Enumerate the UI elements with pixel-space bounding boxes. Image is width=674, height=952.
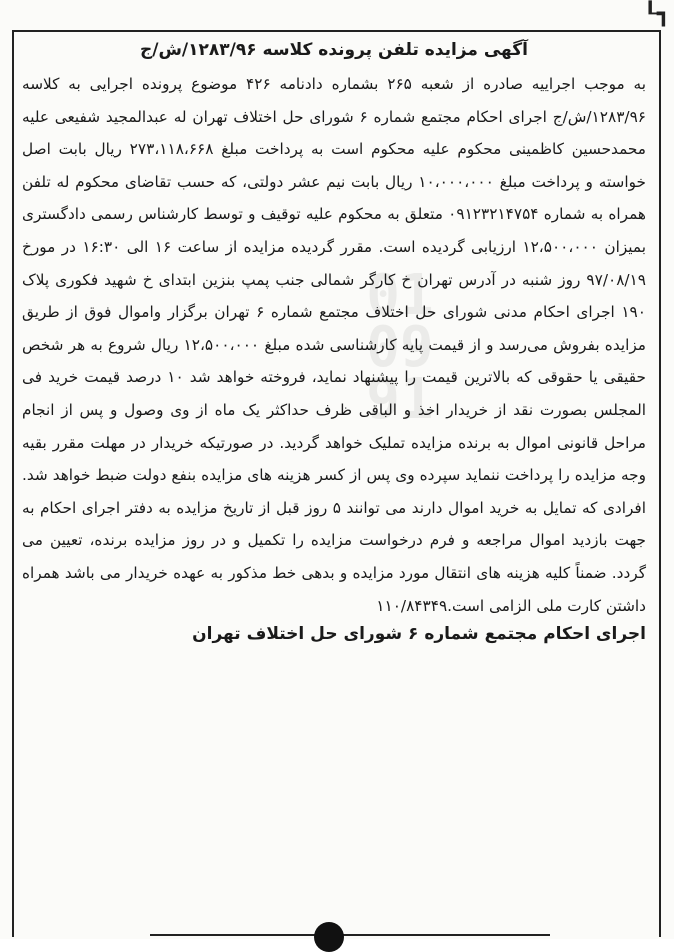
- bottom-rule: [150, 934, 550, 936]
- notice-body: به موجب اجراییه صادره از شعبه ۲۶۵ بشماره دادنامه ۴۲۶ موضوع پرونده اجرایی به کلاسه ۱۲۸۳/۹۶/ش/ج اجرای احکام مجتمع شماره ۶ شورای حل اختلاف تهران له عبدالمجید شفیعی علیه محمدحسین کاظمینی محکوم علیه محکوم است به پرداخت مبلغ ۲۷۳،۱۱۸،۶۶۸ ریال بابت اصل خواسته و پرداخت مبلغ ۱۰،۰۰۰،۰۰۰ ریال بابت نیم عشر دولتی، که حسب تقاضای محکوم له تلفن همراه به شماره ۰۹۱۲۳۲۱۴۷۵۴ متعلق به محکوم علیه توقیف و توسط کارشناس رسمی دادگستری بمیزان ۱۲،۵۰۰،۰۰۰ ارزیابی گردیده است. مقرر گردیده مزایده از ساعت ۱۶ الی ۱۶:۳۰ در مورخ ۹۷/۰۸/۱۹ روز شنبه در آدرس تهران خ کارگر شمالی جنب پمپ بنزین ابتدای خ شهید فکوری پلاک ۱۹۰ اجرای احکام مدنی شورای حل اختلاف مجتمع شماره ۶ تهران برگزار واموال فوق از طریق مزایده بفروش می‌رسد و از قیمت پایه کارشناسی شده مبلغ ۱۲،۵۰۰،۰۰۰ ریال شروع به هر شخص حقیقی یا حقوقی که بالاترین قیمت را پیشنهاد نماید، فروخته خواهد شد ۱۰ درصد قیمت خرید فی المجلس بصورت نقد از خریدار اخذ و الباقی ظرف حداکثر یک ماه از وی وصول و پس از انجام مراحل قانونی اموال به برنده مزایده تملیک خواهد گردید. در صورتیکه خریدار در مهلت مقرر بقیه وجه مزایده را پرداخت ننماید سپرده وی پس از کسر هزینه های مزایده بنفع دولت ضبط خواهد شد. افرادی که تمایل به خرید اموال دارند می توانند ۵ روز قبل از تاریخ مزایده به دفتر اجرای احکام به جهت بازدید اموال مراجعه و فرم درخواست مزایده را تکمیل و در روز مزایده برنده، تعیین می گردد. ضمناً کلیه هزینه های انتقال مورد مزایده و بدهی خط مذکور به عهده خریدار می باشد همراه داشتن کارت ملی الزامی است.۱۱۰/۸۴۳۴۹: [22, 75, 647, 615]
- watermark: 01 09 91: [366, 263, 434, 432]
- notice-signature: اجرای احکام مجتمع شماره ۶ شورای حل اختلاف تهران: [192, 624, 646, 645]
- notice: [22, 36, 646, 644]
- corner-mark: ┖┓: [643, 2, 670, 27]
- notice-title: آگهی مزایده تلفن پرونده کلاسه ۱۲۸۳/۹۶/ش/ج: [140, 40, 528, 60]
- bottom-dot: [314, 922, 344, 952]
